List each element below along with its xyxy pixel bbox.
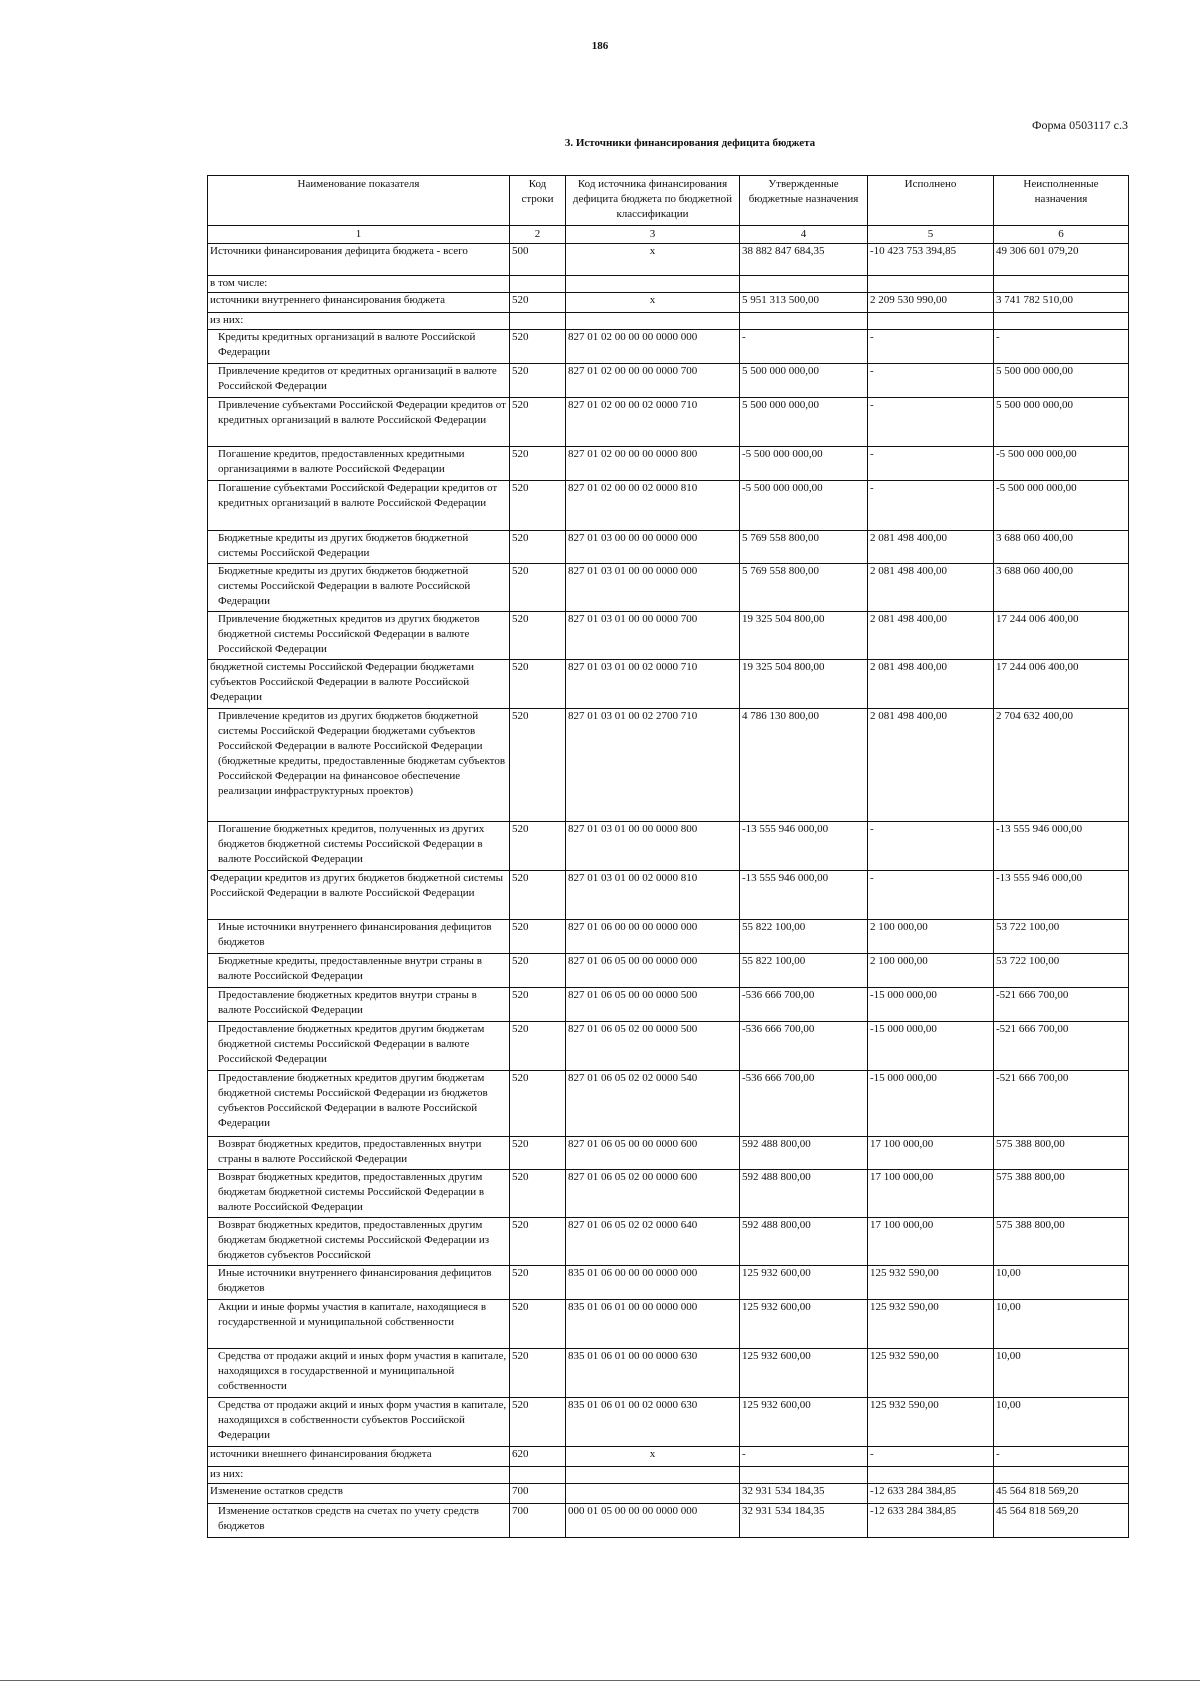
row-unexecuted: 53 722 100,00 — [994, 920, 1129, 954]
row-source-code: 827 01 06 05 02 02 0000 540 — [566, 1071, 740, 1137]
row-approved: - — [740, 330, 868, 364]
row-source-code: 827 01 03 01 00 02 2700 710 — [566, 709, 740, 822]
row-approved: -5 500 000 000,00 — [740, 447, 868, 481]
table-row — [208, 447, 1129, 481]
row-approved: 5 951 313 500,00 — [740, 293, 868, 313]
row-name: Возврат бюджетных кредитов, предоставленных внутри страны в валюте Российской Федерации — [208, 1137, 510, 1170]
row-approved: 592 488 800,00 — [740, 1218, 868, 1266]
row-name: из них: — [208, 1467, 510, 1484]
row-line-code: 520 — [510, 1137, 566, 1170]
row-executed: - — [868, 447, 994, 481]
row-source-code: 827 01 03 01 00 02 0000 810 — [566, 871, 740, 920]
row-name: Изменение остатков средств — [208, 1484, 510, 1504]
table-row — [208, 660, 1129, 709]
row-source-code: 000 01 05 00 00 00 0000 000 — [566, 1504, 740, 1538]
table-row — [208, 364, 1129, 398]
row-unexecuted: -5 500 000 000,00 — [994, 481, 1129, 531]
table-row — [208, 1071, 1129, 1137]
row-source-code: 827 01 02 00 00 00 0000 000 — [566, 330, 740, 364]
document-title: 3. Источники финансирования дефицита бюджета — [564, 137, 816, 149]
row-approved: 125 932 600,00 — [740, 1349, 868, 1398]
row-line-code — [510, 1467, 566, 1484]
row-unexecuted: 45 564 818 569,20 — [994, 1504, 1129, 1538]
row-name: Бюджетные кредиты из других бюджетов бюджетной системы Российской Федерации в валюте Российской Федерации — [208, 564, 510, 612]
table-row — [208, 612, 1129, 660]
table-row — [208, 481, 1129, 531]
row-unexecuted: 575 388 800,00 — [994, 1137, 1129, 1170]
row-executed — [868, 276, 994, 293]
column-number: 2 — [510, 226, 566, 244]
row-executed: -15 000 000,00 — [868, 988, 994, 1022]
row-source-code: 827 01 03 01 00 00 0000 000 — [566, 564, 740, 612]
row-unexecuted: 10,00 — [994, 1398, 1129, 1447]
row-executed: 125 932 590,00 — [868, 1349, 994, 1398]
row-executed: 2 081 498 400,00 — [868, 709, 994, 822]
row-line-code: 520 — [510, 1218, 566, 1266]
table-row — [208, 276, 1129, 293]
row-name: Погашение субъектами Российской Федерации кредитов от кредитных организаций в валюте Российской Федерации — [208, 481, 510, 531]
table-row — [208, 313, 1129, 330]
row-source-code: 827 01 02 00 00 02 0000 710 — [566, 398, 740, 447]
table-row — [208, 398, 1129, 447]
row-unexecuted: 10,00 — [994, 1300, 1129, 1349]
row-source-code: 827 01 06 05 00 00 0000 000 — [566, 954, 740, 988]
row-executed: - — [868, 330, 994, 364]
row-line-code: 520 — [510, 988, 566, 1022]
row-unexecuted: 10,00 — [994, 1266, 1129, 1300]
row-source-code: 827 01 02 00 00 02 0000 810 — [566, 481, 740, 531]
row-executed: 125 932 590,00 — [868, 1398, 994, 1447]
row-executed: 2 100 000,00 — [868, 954, 994, 988]
column-number: 3 — [566, 226, 740, 244]
row-name: Привлечение бюджетных кредитов из других бюджетов бюджетной системы Российской Федерации в валюте Российской Федерации — [208, 612, 510, 660]
row-executed: -12 633 284 384,85 — [868, 1484, 994, 1504]
table-row — [208, 988, 1129, 1022]
row-source-code: 827 01 03 01 00 00 0000 800 — [566, 822, 740, 871]
row-line-code: 520 — [510, 447, 566, 481]
row-unexecuted: -521 666 700,00 — [994, 1071, 1129, 1137]
row-unexecuted: 575 388 800,00 — [994, 1170, 1129, 1218]
row-approved: -13 555 946 000,00 — [740, 822, 868, 871]
row-line-code: 520 — [510, 564, 566, 612]
row-name: Изменение остатков средств на счетах по учету средств бюджетов — [208, 1504, 510, 1538]
row-executed: -10 423 753 394,85 — [868, 244, 994, 276]
row-line-code: 700 — [510, 1504, 566, 1538]
row-approved: 125 932 600,00 — [740, 1398, 868, 1447]
row-approved: 19 325 504 800,00 — [740, 660, 868, 709]
row-source-code: 835 01 06 01 00 00 0000 630 — [566, 1349, 740, 1398]
table-body — [208, 244, 1129, 1538]
row-name: источники внешнего финансирования бюджета — [208, 1447, 510, 1467]
row-source-code: 827 01 02 00 00 00 0000 800 — [566, 447, 740, 481]
row-name: Бюджетные кредиты из других бюджетов бюджетной системы Российской Федерации — [208, 531, 510, 564]
row-name: Привлечение кредитов из других бюджетов бюджетной системы Российской Федерации бюджетами субъектов Российской Федерации в валюте Российской Федерации (бюджетные кредиты, предоставленные бюджетам субъектов Российской Федерации на финансовое обеспечение реализации инфраструктурных проектов) — [208, 709, 510, 822]
row-line-code: 520 — [510, 398, 566, 447]
row-name: Федерации кредитов из других бюджетов бюджетной системы Российской Федерации в валюте Российской Федерации — [208, 871, 510, 920]
row-approved: 4 786 130 800,00 — [740, 709, 868, 822]
table-row — [208, 1447, 1129, 1467]
row-unexecuted: -521 666 700,00 — [994, 1022, 1129, 1071]
row-approved: 55 822 100,00 — [740, 954, 868, 988]
row-line-code: 520 — [510, 1022, 566, 1071]
table-row — [208, 531, 1129, 564]
column-number: 6 — [994, 226, 1129, 244]
row-unexecuted: 3 688 060 400,00 — [994, 564, 1129, 612]
header-executed: Исполнено — [868, 176, 994, 226]
row-approved: 5 500 000 000,00 — [740, 364, 868, 398]
row-name: Привлечение субъектами Российской Федерации кредитов от кредитных организаций в валюте Российской Федерации — [208, 398, 510, 447]
row-executed — [868, 1467, 994, 1484]
row-approved: 19 325 504 800,00 — [740, 612, 868, 660]
row-line-code: 520 — [510, 364, 566, 398]
header-approved: Утвержденные бюджетные назначения — [740, 176, 868, 226]
header-line-code: Код строки — [510, 176, 566, 226]
row-approved: -536 666 700,00 — [740, 1071, 868, 1137]
table-row — [208, 293, 1129, 313]
row-unexecuted: 49 306 601 079,20 — [994, 244, 1129, 276]
row-executed: - — [868, 364, 994, 398]
row-approved: - — [740, 1447, 868, 1467]
row-name: из них: — [208, 313, 510, 330]
row-source-code: 827 01 06 05 02 00 0000 600 — [566, 1170, 740, 1218]
row-unexecuted: 10,00 — [994, 1349, 1129, 1398]
row-executed: - — [868, 398, 994, 447]
row-name: Погашение бюджетных кредитов, полученных из других бюджетов бюджетной системы Российской Федерации в валюте Российской Федерации — [208, 822, 510, 871]
row-approved: 592 488 800,00 — [740, 1137, 868, 1170]
row-source-code: 835 01 06 01 00 00 0000 000 — [566, 1300, 740, 1349]
table-row — [208, 871, 1129, 920]
row-line-code: 520 — [510, 1398, 566, 1447]
row-line-code: 520 — [510, 920, 566, 954]
row-line-code — [510, 276, 566, 293]
column-number-row — [208, 226, 1129, 244]
row-unexecuted: 2 704 632 400,00 — [994, 709, 1129, 822]
table-row — [208, 1398, 1129, 1447]
column-number: 5 — [868, 226, 994, 244]
row-unexecuted — [994, 276, 1129, 293]
row-name: Средства от продажи акций и иных форм участия в капитале, находящихся в собственности субъектов Российской Федерации — [208, 1398, 510, 1447]
row-line-code: 520 — [510, 612, 566, 660]
row-executed: 17 100 000,00 — [868, 1137, 994, 1170]
row-approved: -13 555 946 000,00 — [740, 871, 868, 920]
row-source-code: x — [566, 244, 740, 276]
row-source-code: 827 01 06 05 02 02 0000 640 — [566, 1218, 740, 1266]
row-executed: 2 100 000,00 — [868, 920, 994, 954]
row-line-code: 520 — [510, 1071, 566, 1137]
row-executed: 125 932 590,00 — [868, 1300, 994, 1349]
row-name: источники внутреннего финансирования бюджета — [208, 293, 510, 313]
row-name: Иные источники внутреннего финансирования дефицитов бюджетов — [208, 920, 510, 954]
row-approved: 32 931 534 184,35 — [740, 1504, 868, 1538]
table-row — [208, 1504, 1129, 1538]
row-source-code — [566, 313, 740, 330]
row-approved: 592 488 800,00 — [740, 1170, 868, 1218]
row-approved — [740, 313, 868, 330]
row-unexecuted: 45 564 818 569,20 — [994, 1484, 1129, 1504]
row-name: Акции и иные формы участия в капитале, находящиеся в государственной и муниципальной собственности — [208, 1300, 510, 1349]
row-unexecuted: -13 555 946 000,00 — [994, 871, 1129, 920]
financing-sources-table — [207, 175, 1129, 1538]
row-approved: -536 666 700,00 — [740, 988, 868, 1022]
row-approved: 38 882 847 684,35 — [740, 244, 868, 276]
row-executed — [868, 313, 994, 330]
row-source-code: 827 01 03 01 00 00 0000 700 — [566, 612, 740, 660]
row-line-code: 520 — [510, 822, 566, 871]
row-source-code: 827 01 03 00 00 00 0000 000 — [566, 531, 740, 564]
row-executed: 17 100 000,00 — [868, 1170, 994, 1218]
row-name: Погашение кредитов, предоставленных кредитными организациями в валюте Российской Федерации — [208, 447, 510, 481]
row-executed: -15 000 000,00 — [868, 1071, 994, 1137]
table-row — [208, 564, 1129, 612]
table-row — [208, 709, 1129, 822]
row-line-code: 520 — [510, 660, 566, 709]
row-unexecuted: 5 500 000 000,00 — [994, 364, 1129, 398]
row-unexecuted: 575 388 800,00 — [994, 1218, 1129, 1266]
row-executed: 2 209 530 990,00 — [868, 293, 994, 313]
row-line-code: 520 — [510, 1349, 566, 1398]
row-unexecuted — [994, 1467, 1129, 1484]
row-source-code: 835 01 06 00 00 00 0000 000 — [566, 1266, 740, 1300]
table-row — [208, 920, 1129, 954]
row-source-code — [566, 1484, 740, 1504]
row-unexecuted: -13 555 946 000,00 — [994, 822, 1129, 871]
row-approved: 32 931 534 184,35 — [740, 1484, 868, 1504]
table-row — [208, 1300, 1129, 1349]
table-row — [208, 244, 1129, 276]
column-number: 4 — [740, 226, 868, 244]
page-bottom-rule — [0, 1680, 1200, 1681]
row-line-code: 520 — [510, 1266, 566, 1300]
table-row — [208, 1484, 1129, 1504]
table-row — [208, 1467, 1129, 1484]
row-source-code: x — [566, 293, 740, 313]
row-name: Возврат бюджетных кредитов, предоставленных другим бюджетам бюджетной системы Российской Федерации из бюджетов субъектов Российской — [208, 1218, 510, 1266]
row-line-code: 520 — [510, 293, 566, 313]
row-unexecuted: 3 688 060 400,00 — [994, 531, 1129, 564]
row-line-code: 520 — [510, 954, 566, 988]
row-line-code: 520 — [510, 871, 566, 920]
row-source-code: 827 01 06 05 00 00 0000 500 — [566, 988, 740, 1022]
table-row — [208, 1218, 1129, 1266]
table-row — [208, 1022, 1129, 1071]
row-line-code: 700 — [510, 1484, 566, 1504]
row-name: Источники финансирования дефицита бюджета - всего — [208, 244, 510, 276]
row-executed: - — [868, 871, 994, 920]
form-code: Форма 0503117 с.3 — [1031, 118, 1128, 132]
row-approved: 55 822 100,00 — [740, 920, 868, 954]
row-executed: 17 100 000,00 — [868, 1218, 994, 1266]
row-line-code: 500 — [510, 244, 566, 276]
row-line-code: 520 — [510, 330, 566, 364]
row-name: Средства от продажи акций и иных форм участия в капитале, находящихся в государственной и муниципальной собственности — [208, 1349, 510, 1398]
row-executed: 2 081 498 400,00 — [868, 531, 994, 564]
row-unexecuted: 3 741 782 510,00 — [994, 293, 1129, 313]
row-unexecuted: 53 722 100,00 — [994, 954, 1129, 988]
row-name: бюджетной системы Российской Федерации бюджетами субъектов Российской Федерации в валюте Российской Федерации — [208, 660, 510, 709]
row-executed: 125 932 590,00 — [868, 1266, 994, 1300]
row-executed: 2 081 498 400,00 — [868, 660, 994, 709]
row-line-code — [510, 313, 566, 330]
row-approved: -536 666 700,00 — [740, 1022, 868, 1071]
row-unexecuted: 17 244 006 400,00 — [994, 660, 1129, 709]
row-approved: -5 500 000 000,00 — [740, 481, 868, 531]
row-line-code: 520 — [510, 1170, 566, 1218]
row-name: Предоставление бюджетных кредитов другим бюджетам бюджетной системы Российской Федерации из бюджетов субъектов Российской Федерации в валюте Российской Федерации — [208, 1071, 510, 1137]
row-source-code: 827 01 03 01 00 02 0000 710 — [566, 660, 740, 709]
row-line-code: 520 — [510, 709, 566, 822]
row-unexecuted — [994, 313, 1129, 330]
row-approved: 5 769 558 800,00 — [740, 564, 868, 612]
row-unexecuted: -5 500 000 000,00 — [994, 447, 1129, 481]
row-approved — [740, 1467, 868, 1484]
header-indicator-name: Наименование показателя — [208, 176, 510, 226]
row-unexecuted: - — [994, 330, 1129, 364]
header-row — [208, 176, 1129, 226]
column-number: 1 — [208, 226, 510, 244]
row-unexecuted: 17 244 006 400,00 — [994, 612, 1129, 660]
row-source-code: 827 01 06 05 02 00 0000 500 — [566, 1022, 740, 1071]
row-approved: 125 932 600,00 — [740, 1266, 868, 1300]
row-name: Привлечение кредитов от кредитных организаций в валюте Российской Федерации — [208, 364, 510, 398]
table-row — [208, 330, 1129, 364]
row-executed: 2 081 498 400,00 — [868, 564, 994, 612]
row-executed: - — [868, 822, 994, 871]
row-source-code: 827 01 06 00 00 00 0000 000 — [566, 920, 740, 954]
row-unexecuted: -521 666 700,00 — [994, 988, 1129, 1022]
row-line-code: 520 — [510, 1300, 566, 1349]
table-row — [208, 954, 1129, 988]
row-line-code: 520 — [510, 531, 566, 564]
row-executed: -15 000 000,00 — [868, 1022, 994, 1071]
row-executed: 2 081 498 400,00 — [868, 612, 994, 660]
row-name: в том числе: — [208, 276, 510, 293]
row-source-code: 827 01 06 05 00 00 0000 600 — [566, 1137, 740, 1170]
row-approved: 125 932 600,00 — [740, 1300, 868, 1349]
row-name: Предоставление бюджетных кредитов внутри страны в валюте Российской Федерации — [208, 988, 510, 1022]
table-row — [208, 1170, 1129, 1218]
table-row — [208, 822, 1129, 871]
row-source-code: 835 01 06 01 00 02 0000 630 — [566, 1398, 740, 1447]
table-row — [208, 1349, 1129, 1398]
row-source-code: 827 01 02 00 00 00 0000 700 — [566, 364, 740, 398]
row-source-code — [566, 276, 740, 293]
row-approved — [740, 276, 868, 293]
row-executed: -12 633 284 384,85 — [868, 1504, 994, 1538]
row-line-code: 520 — [510, 481, 566, 531]
row-line-code: 620 — [510, 1447, 566, 1467]
row-executed: - — [868, 1447, 994, 1467]
row-unexecuted: 5 500 000 000,00 — [994, 398, 1129, 447]
row-name: Бюджетные кредиты, предоставленные внутри страны в валюте Российской Федерации — [208, 954, 510, 988]
row-executed: - — [868, 481, 994, 531]
row-approved: 5 500 000 000,00 — [740, 398, 868, 447]
table-row — [208, 1137, 1129, 1170]
row-approved: 5 769 558 800,00 — [740, 531, 868, 564]
row-source-code — [566, 1467, 740, 1484]
row-name: Возврат бюджетных кредитов, предоставленных другим бюджетам бюджетной системы Российской Федерации в валюте Российской Федерации — [208, 1170, 510, 1218]
header-source-code: Код источника финансирования дефицита бюджета по бюджетной классификации — [566, 176, 740, 226]
table-row — [208, 1266, 1129, 1300]
page-number: 186 — [591, 40, 609, 52]
row-name: Предоставление бюджетных кредитов другим бюджетам бюджетной системы Российской Федерации в валюте Российской Федерации — [208, 1022, 510, 1071]
row-name: Кредиты кредитных организаций в валюте Российской Федерации — [208, 330, 510, 364]
row-unexecuted: - — [994, 1447, 1129, 1467]
header-unexecuted: Неисполненные назначения — [994, 176, 1129, 226]
row-name: Иные источники внутреннего финансирования дефицитов бюджетов — [208, 1266, 510, 1300]
row-source-code: x — [566, 1447, 740, 1467]
